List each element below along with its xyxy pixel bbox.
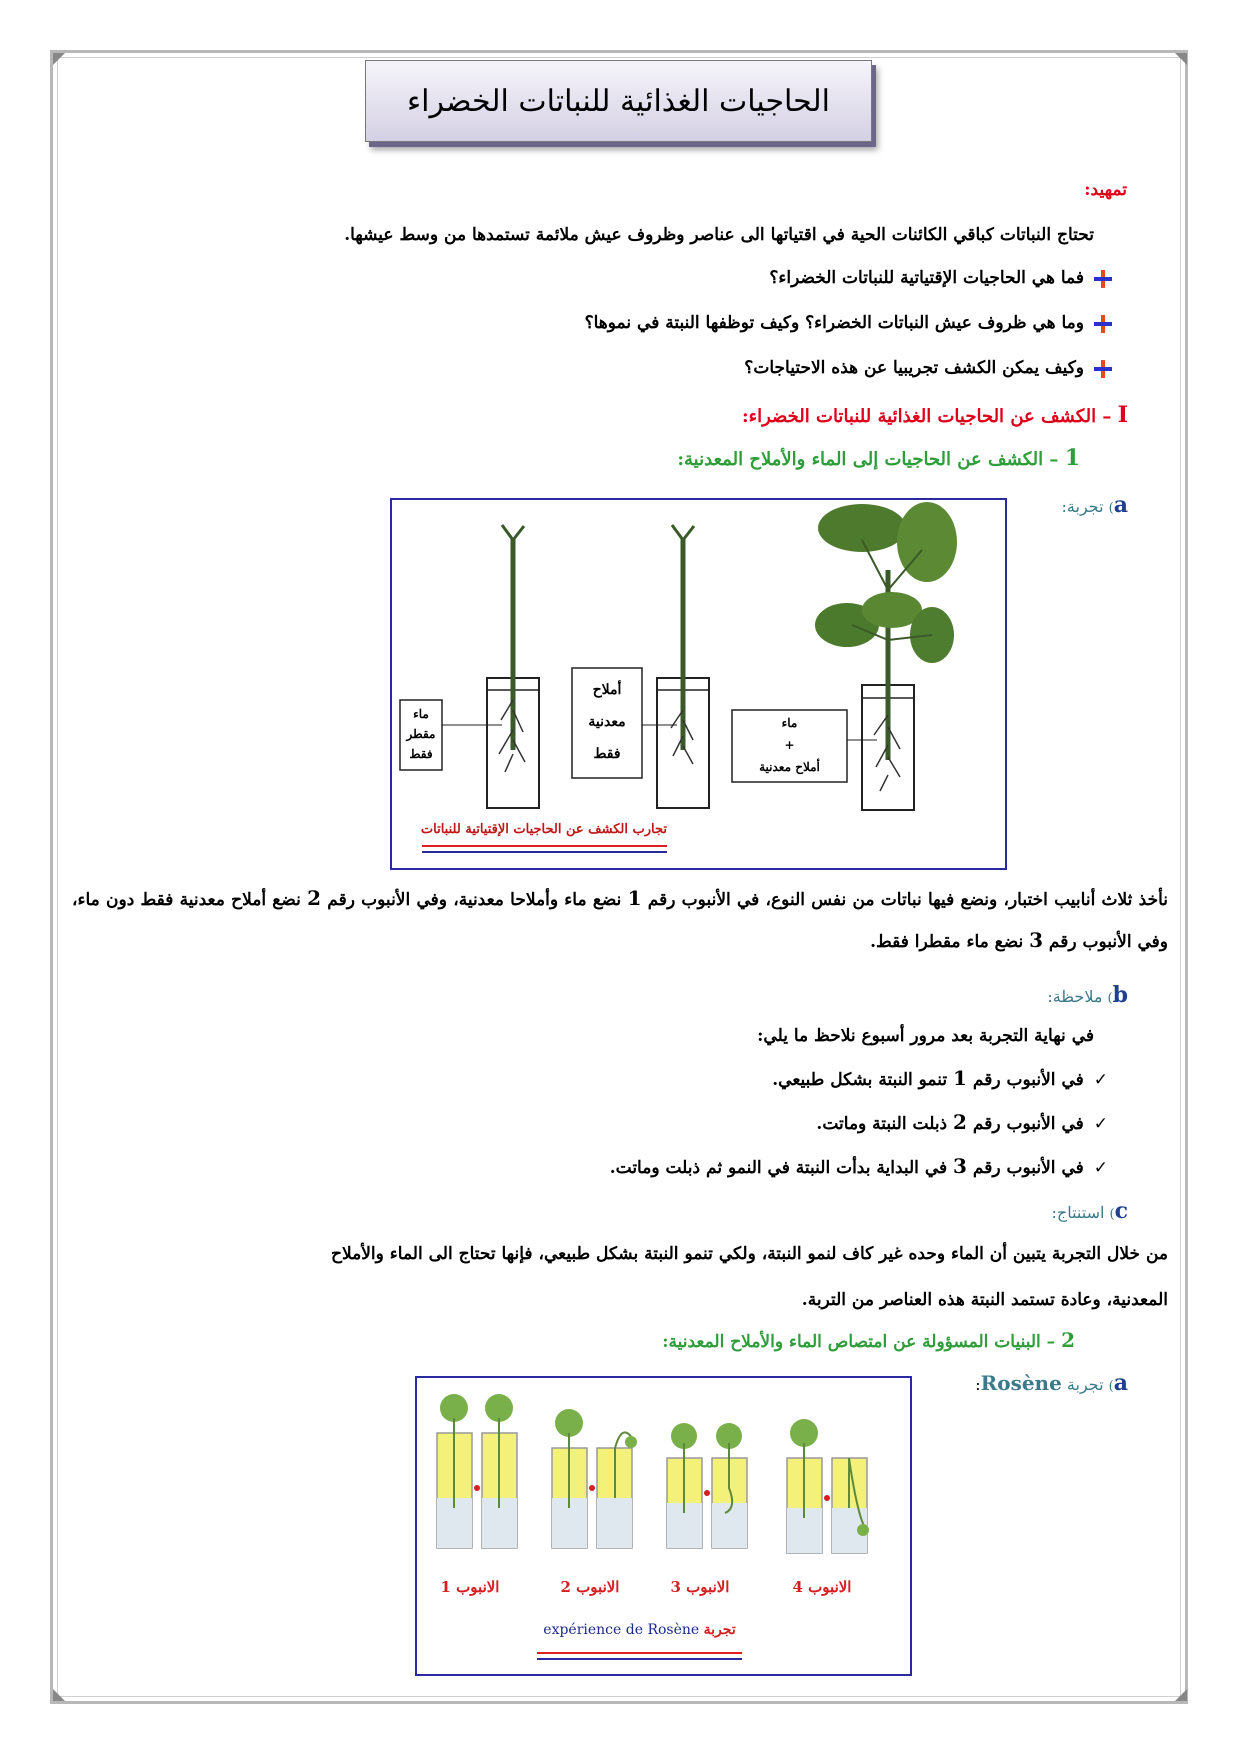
- rosene-pair-4: [787, 1419, 869, 1553]
- observation-3: ✓في الأنبوب رقم 3 في البداية بدأت النبتة في النمو ثم ذبلت وماتت.: [609, 1154, 1108, 1178]
- bullet-icon: [1094, 360, 1112, 378]
- tube-right-label: ماء + أملاح معدنية: [759, 716, 820, 774]
- section-1-title: – الكشف عن الحاجيات الغذائية للنباتات الخضراء:: [741, 406, 1112, 427]
- checkmark-icon: ✓: [1093, 1070, 1108, 1090]
- section-1-number: I: [1117, 402, 1128, 428]
- figure-2-caption: [537, 1622, 742, 1638]
- sub2-a-label: تجربة: [1066, 1375, 1104, 1394]
- sub1-a-heading: a) تجربة:: [1061, 492, 1128, 518]
- observation-intro: في نهاية التجربة بعد مرور أسبوع نلاحظ ما يلي:: [757, 1026, 1094, 1046]
- sub1-a-label: تجربة:: [1061, 497, 1104, 516]
- rosene-pair-2: [552, 1409, 637, 1548]
- tube-middle: [657, 525, 709, 808]
- bullet-icon: [1094, 270, 1112, 288]
- subsection-1-title: – الكشف عن الحاجيات إلى الماء والأملاح المعدنية:: [677, 449, 1059, 470]
- subsection-2-title: – البنيات المسؤولة عن امتصاص الماء والأملاح المعدنية:: [662, 1332, 1056, 1352]
- sub1-b-heading: b) ملاحظة:: [1047, 982, 1128, 1008]
- figure-plant-tubes-drawing: [392, 500, 1005, 868]
- page-title: الحاجيات الغذائية للنباتات الخضراء: [407, 83, 830, 119]
- conclusion-line-1: من خلال التجربة يتبين أن الماء وحده غير كاف لنمو النبتة، ولكي تنمو النبتة بشكل طبيعي، فإنها تحتاج الى الماء والأملاح: [331, 1244, 1168, 1264]
- subsection-1-number: 1: [1064, 445, 1080, 471]
- frame-corner-tl: [53, 53, 65, 65]
- observation-1: ✓في الأنبوب رقم 1 تنمو النبتة بشكل طبيعي.: [772, 1066, 1108, 1090]
- sub1-b-letter: b: [1112, 982, 1128, 1008]
- observation-2: ✓في الأنبوب رقم 2 ذبلت النبتة وماتت.: [816, 1110, 1108, 1134]
- subsection-1-heading: [677, 445, 1080, 471]
- rosene-tube-label-3: الانبوب 3: [670, 1578, 730, 1596]
- subsection-2-heading: [662, 1328, 1075, 1352]
- tube-left-label: ماء مقطر فقط: [406, 707, 436, 761]
- tube-left: [487, 525, 539, 808]
- sub1-c-label: استنتاج:: [1051, 1203, 1105, 1222]
- rosene-pair-3: [667, 1423, 747, 1548]
- title-box: [365, 60, 872, 142]
- figure-plant-tubes: [390, 498, 1007, 870]
- subsection-2-number: 2: [1061, 1328, 1075, 1352]
- figure-2-caption-ar: تجربة: [703, 1622, 736, 1638]
- rosene-pair-1: [437, 1394, 517, 1548]
- experiment-paragraph: نأخذ ثلاث أنابيب اختبار، ونضع فيها نباتات من نفس النوع، في الأنبوب رقم 1 نضع ماء وأملاحا معدنية، وفي الأنبوب رقم 2 نضع أملاح معدنية فقط دون ماء، وفي الأنبوب رقم 3 نضع ماء مقطرا فقط.: [72, 886, 1169, 952]
- rosene-tube-label-2: الانبوب 2: [560, 1578, 620, 1596]
- intro-question-3: وكيف يمكن الكشف تجريبيا عن هذه الاحتياجات؟: [744, 358, 1112, 378]
- checkmark-icon: ✓: [1093, 1158, 1108, 1178]
- checkmark-icon: ✓: [1093, 1114, 1108, 1134]
- figure-1-caption: تجارب الكشف عن الحاجيات الإقتياتية للنباتات: [420, 822, 667, 837]
- bullet-icon: [1094, 315, 1112, 333]
- sub2-a-letter: a: [1113, 1370, 1128, 1396]
- rosene-tube-label-1: الانبوب 1: [440, 1578, 500, 1596]
- sub2-a-heading: a) تجربة Rosène:: [975, 1370, 1128, 1396]
- sub1-c-letter: c: [1114, 1198, 1128, 1224]
- figure-2-caption-fr: expérience de Rosène: [543, 1622, 700, 1638]
- frame-corner-bl: [53, 1689, 65, 1701]
- figure-rosene-experiment: [415, 1376, 912, 1676]
- section-1-heading: [742, 402, 1128, 428]
- frame-corner-tr: [1175, 53, 1187, 65]
- sub1-a-letter: a: [1113, 492, 1128, 518]
- rosene-tube-label-4: الانبوب 4: [792, 1578, 852, 1596]
- tube-middle-label: أملاح معدنية فقط: [588, 682, 626, 762]
- sub2-a-name: Rosène: [980, 1371, 1062, 1395]
- conclusion-line-2: المعدنية، وعادة تستمد النبتة هذه العناصر من التربة.: [801, 1290, 1168, 1310]
- intro-text: تحتاج النباتات كباقي الكائنات الحية في اقتياتها الى عناصر وظروف عيش ملائمة تستمدها من وسط عيشها.: [344, 225, 1094, 245]
- frame-corner-br: [1175, 1689, 1187, 1701]
- intro-label: تمهيد:: [1084, 180, 1127, 200]
- intro-question-2: وما هي ظروف عيش النباتات الخضراء؟ وكيف توظفها النبتة في نموها؟: [585, 313, 1112, 333]
- sub1-c-heading: c) استنتاج:: [1051, 1198, 1128, 1224]
- sub1-b-label: ملاحظة:: [1047, 987, 1103, 1006]
- intro-question-1: فما هي الحاجيات الإقتياتية للنباتات الخضراء؟: [769, 268, 1112, 288]
